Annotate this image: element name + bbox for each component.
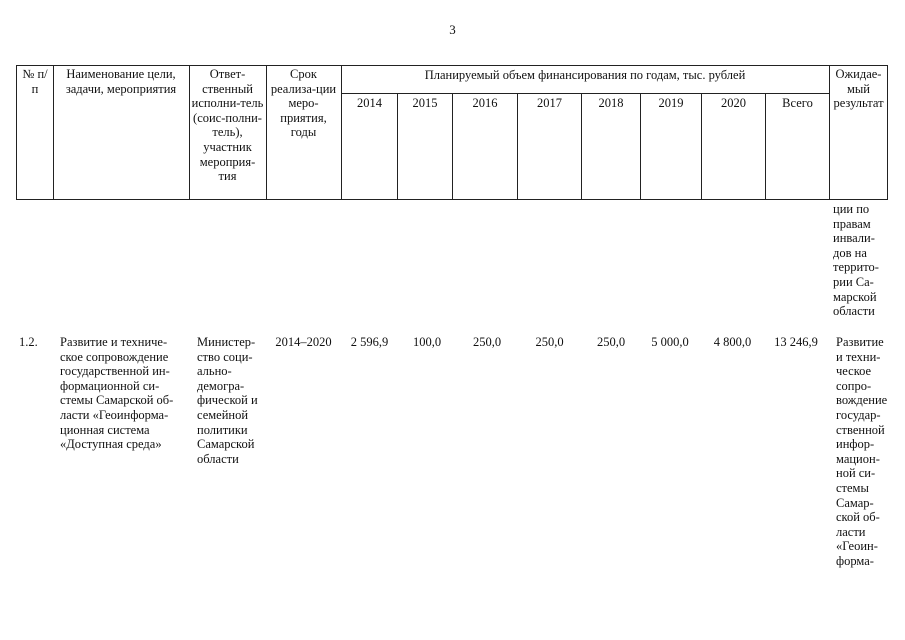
row-executor-line: семейной xyxy=(197,407,249,422)
value-2014: 2 596,9 xyxy=(350,335,389,349)
value-2017: 250,0 xyxy=(535,335,564,349)
row-executor-line: демогра- xyxy=(197,378,245,393)
funding-subheader-border xyxy=(341,93,829,94)
continuation-result xyxy=(833,202,885,319)
header-number: № п/п xyxy=(22,67,48,96)
value-2016: 250,0 xyxy=(472,335,502,349)
row-name-line: ционная система xyxy=(60,422,150,437)
row-result-line: инфор- xyxy=(836,437,875,452)
header-period: Срок реализа-ции меро-приятия, годы xyxy=(270,67,337,140)
col-border-result xyxy=(829,65,830,200)
row-result-line: сопро- xyxy=(836,378,872,393)
continuation-line: ции по xyxy=(833,202,870,216)
year-header-2019: 2019 xyxy=(658,96,684,110)
row-result-line: и техни- xyxy=(836,349,881,364)
continuation-line: правам xyxy=(833,216,871,231)
continuation-line: инвали- xyxy=(833,231,875,246)
row-executor-line: области xyxy=(197,451,239,466)
continuation-line: дов на xyxy=(833,245,867,260)
continuation-line: области xyxy=(833,304,875,319)
row-result-line: стемы xyxy=(836,480,869,495)
row-result-line: государ- xyxy=(836,407,881,422)
row-result-line: Развитие xyxy=(836,335,884,349)
row-executor-line: ство соци- xyxy=(197,349,253,364)
year-header-2014: 2014 xyxy=(357,96,382,110)
col-border-4 xyxy=(341,65,342,200)
row-executor xyxy=(197,335,265,466)
year-header-total: Всего xyxy=(782,96,813,110)
year-header-2017: 2017 xyxy=(537,96,562,110)
value-total: 13 246,9 xyxy=(774,335,818,349)
row-name-line: формационной си- xyxy=(60,378,160,393)
header-name: Наименование цели, задачи, мероприятия xyxy=(65,67,177,96)
header-result: Ожидае-мый результат xyxy=(833,67,884,111)
col-border-3 xyxy=(266,65,267,200)
row-result-line: ласти xyxy=(836,524,866,539)
value-2020: 4 800,0 xyxy=(713,335,752,349)
row-name-line: Развитие и техниче- xyxy=(60,335,168,349)
year-header-2015: 2015 xyxy=(412,96,438,110)
year-header-2018: 2018 xyxy=(598,96,624,110)
row-name-line: ское сопровождение xyxy=(60,349,169,364)
row-executor-line: фической и xyxy=(197,393,258,408)
row-result-line: мацион- xyxy=(836,451,880,466)
row-number: 1.2. xyxy=(19,335,38,349)
row-name-line: государственной ин- xyxy=(60,364,170,379)
header-funding: Планируемый объем финансирования по годам, тыс. рублей xyxy=(424,68,746,82)
year-header-2016: 2016 xyxy=(472,96,498,110)
year-header-2020: 2020 xyxy=(721,96,746,110)
row-result-line: ческое xyxy=(836,364,872,379)
row-result-line: «Геоин- xyxy=(836,539,878,554)
value-2019: 5 000,0 xyxy=(651,335,689,349)
row-result-line: ской об- xyxy=(836,510,880,525)
row-executor-line: Самарской xyxy=(197,437,255,452)
row-result-line: Самар- xyxy=(836,495,874,510)
row-period: 2014–2020 xyxy=(275,335,332,349)
row-result-line: вождение xyxy=(836,393,888,408)
value-2015: 100,0 xyxy=(412,335,442,349)
row-executor-line: Министер- xyxy=(197,335,256,349)
row-name-line: ласти «Геоинформа- xyxy=(60,407,169,422)
row-result-line: форма- xyxy=(836,553,874,568)
row-name xyxy=(60,335,185,452)
page-number: 3 xyxy=(449,22,456,37)
continuation-line: рии Са- xyxy=(833,274,874,289)
row-name-line: «Доступная среда» xyxy=(60,437,162,452)
value-2018: 250,0 xyxy=(596,335,626,349)
row-result-line: ной си- xyxy=(836,466,876,481)
row-name-line: стемы Самарской об- xyxy=(60,393,174,408)
col-border-end xyxy=(887,65,888,200)
row-result-line: ственной xyxy=(836,422,885,437)
row-executor-line: политики xyxy=(197,422,248,437)
row-executor-line: ально- xyxy=(197,364,232,379)
row-result xyxy=(836,335,886,569)
continuation-line: марской xyxy=(833,289,877,304)
col-border-1 xyxy=(53,65,54,200)
continuation-line: террито- xyxy=(833,260,879,275)
table-top-border xyxy=(16,65,887,66)
col-border-0 xyxy=(16,65,17,200)
col-border-2 xyxy=(189,65,190,200)
header-executor: Ответ-ственный исполни-тель (соис-полни-тель), участник мероприя-тия xyxy=(191,67,264,184)
